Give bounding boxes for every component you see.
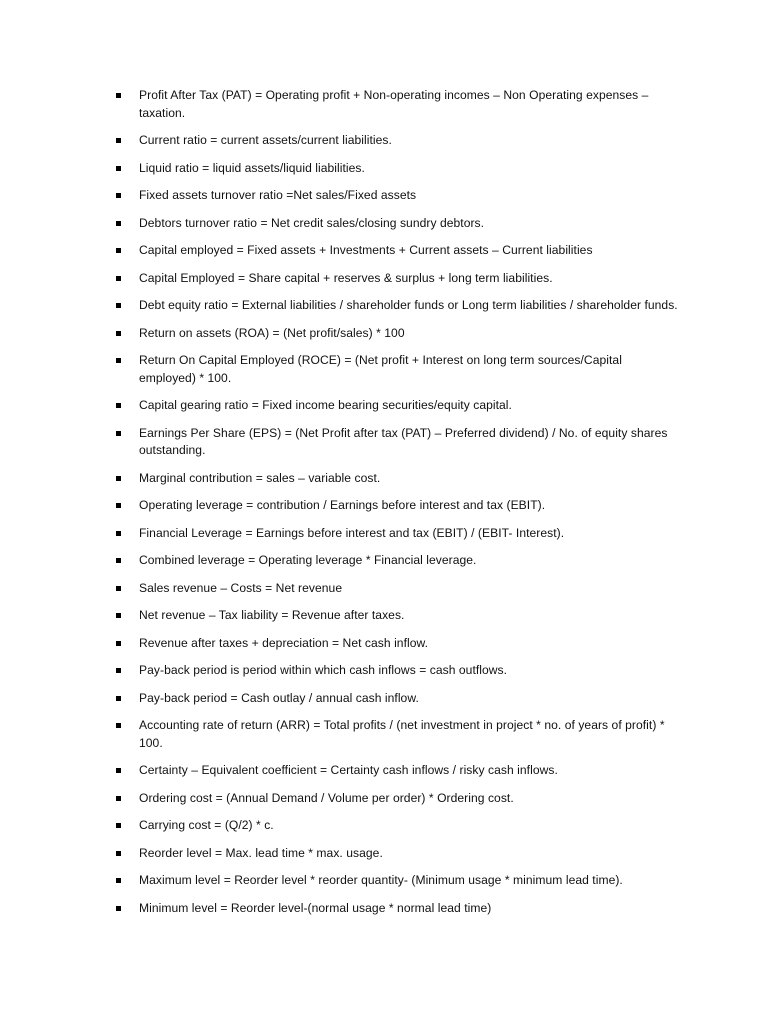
formula-text: Certainty – Equivalent coefficient = Certainty cash inflows / risky cash inflows. [139, 763, 558, 777]
formula-text: Capital employed = Fixed assets + Investments + Current assets – Current liabilities [139, 243, 593, 257]
list-item [113, 497, 679, 515]
formula-text: Earnings Per Share (EPS) = (Net Profit after tax (PAT) – Preferred dividend) / No. of equity shares outstanding. [139, 425, 668, 457]
square-bullet-icon [116, 823, 121, 828]
square-bullet-icon [116, 193, 121, 198]
square-bullet-icon [116, 303, 121, 308]
list-item [113, 790, 679, 808]
list-item [113, 352, 679, 387]
formula-text: Capital gearing ratio = Fixed income bearing securities/equity capital. [139, 398, 512, 412]
formula-text: Current ratio = current assets/current liabilities. [139, 133, 392, 147]
list-item [113, 215, 679, 233]
list-item [113, 425, 679, 460]
square-bullet-icon [116, 641, 121, 646]
formula-text: Reorder level = Max. lead time * max. usage. [139, 845, 383, 860]
formula-text: Net revenue – Tax liability = Revenue after taxes. [139, 608, 405, 622]
square-bullet-icon [116, 221, 121, 226]
list-item [113, 160, 679, 178]
list-item [113, 132, 679, 150]
formula-text: Combined leverage = Operating leverage * Financial leverage. [139, 553, 477, 567]
formula-text: Revenue after taxes + depreciation = Net cash inflow. [139, 635, 429, 650]
list-item [113, 325, 679, 343]
formula-text: Pay-back period is period within which cash inflows = cash outflows. [139, 663, 508, 677]
list-item [113, 717, 679, 752]
square-bullet-icon [116, 248, 121, 253]
square-bullet-icon [116, 358, 121, 363]
square-bullet-icon [116, 166, 121, 171]
list-item [113, 87, 679, 122]
list-item [113, 580, 679, 598]
formula-text: Debt equity ratio = External liabilities / shareholder funds or Long term liabilities / shareholder funds. [139, 298, 678, 312]
formula-text: Capital Employed = Share capital + reserves & surplus + long term liabilities. [139, 270, 553, 285]
list-item [113, 187, 679, 205]
formula-text: Minimum level = Reorder level-(normal usage * normal lead time) [139, 900, 492, 915]
formula-text: Maximum level = Reorder level * reorder quantity- (Minimum usage * minimum lead time). [139, 873, 623, 887]
formula-list [113, 87, 679, 927]
square-bullet-icon [116, 93, 121, 98]
list-item [113, 662, 679, 680]
list-item [113, 817, 679, 835]
square-bullet-icon [116, 668, 121, 673]
formula-text: Marginal contribution = sales – variable cost. [139, 470, 381, 485]
formula-text: Accounting rate of return (ARR) = Total profits / (net investment in project * no. of years of profit) * 100. [139, 718, 665, 750]
list-item [113, 762, 679, 780]
formula-text: Pay-back period = Cash outlay / annual cash inflow. [139, 690, 419, 705]
list-item [113, 552, 679, 570]
list-item [113, 397, 679, 415]
square-bullet-icon [116, 138, 121, 143]
formula-text: Fixed assets turnover ratio =Net sales/Fixed assets [139, 188, 417, 202]
formula-text: Profit After Tax (PAT) = Operating profit + Non-operating incomes – Non Operating expenses – taxation. [139, 88, 649, 120]
formula-text: Operating leverage = contribution / Earnings before interest and tax (EBIT). [139, 498, 546, 512]
square-bullet-icon [116, 796, 121, 801]
square-bullet-icon [116, 276, 121, 281]
square-bullet-icon [116, 331, 121, 336]
square-bullet-icon [116, 403, 121, 408]
square-bullet-icon [116, 586, 121, 591]
list-item [113, 635, 679, 653]
list-item [113, 270, 679, 288]
list-item [113, 845, 679, 863]
square-bullet-icon [116, 431, 121, 436]
formula-text: Financial Leverage = Earnings before interest and tax (EBIT) / (EBIT- Interest). [139, 525, 565, 540]
formula-text: Debtors turnover ratio = Net credit sales/closing sundry debtors. [139, 215, 485, 230]
list-item [113, 607, 679, 625]
formula-text: Return on assets (ROA) = (Net profit/sales) * 100 [139, 325, 405, 340]
square-bullet-icon [116, 851, 121, 856]
formula-text: Carrying cost = (Q/2) * c. [139, 818, 274, 832]
square-bullet-icon [116, 476, 121, 481]
square-bullet-icon [116, 531, 121, 536]
list-item [113, 872, 679, 890]
square-bullet-icon [116, 503, 121, 508]
square-bullet-icon [116, 613, 121, 618]
square-bullet-icon [116, 696, 121, 701]
formula-text: Sales revenue – Costs = Net revenue [139, 580, 343, 595]
list-item [113, 242, 679, 260]
square-bullet-icon [116, 558, 121, 563]
square-bullet-icon [116, 723, 121, 728]
formula-text: Return On Capital Employed (ROCE) = (Net profit + Interest on long term sources/Capital employed) * 100. [139, 353, 622, 385]
list-item [113, 690, 679, 708]
square-bullet-icon [116, 906, 121, 911]
list-item [113, 470, 679, 488]
formula-text: Ordering cost = (Annual Demand / Volume per order) * Ordering cost. [139, 790, 514, 805]
list-item [113, 525, 679, 543]
formula-text: Liquid ratio = liquid assets/liquid liabilities. [139, 160, 365, 175]
list-item [113, 297, 679, 315]
square-bullet-icon [116, 878, 121, 883]
square-bullet-icon [116, 768, 121, 773]
list-item [113, 900, 679, 918]
